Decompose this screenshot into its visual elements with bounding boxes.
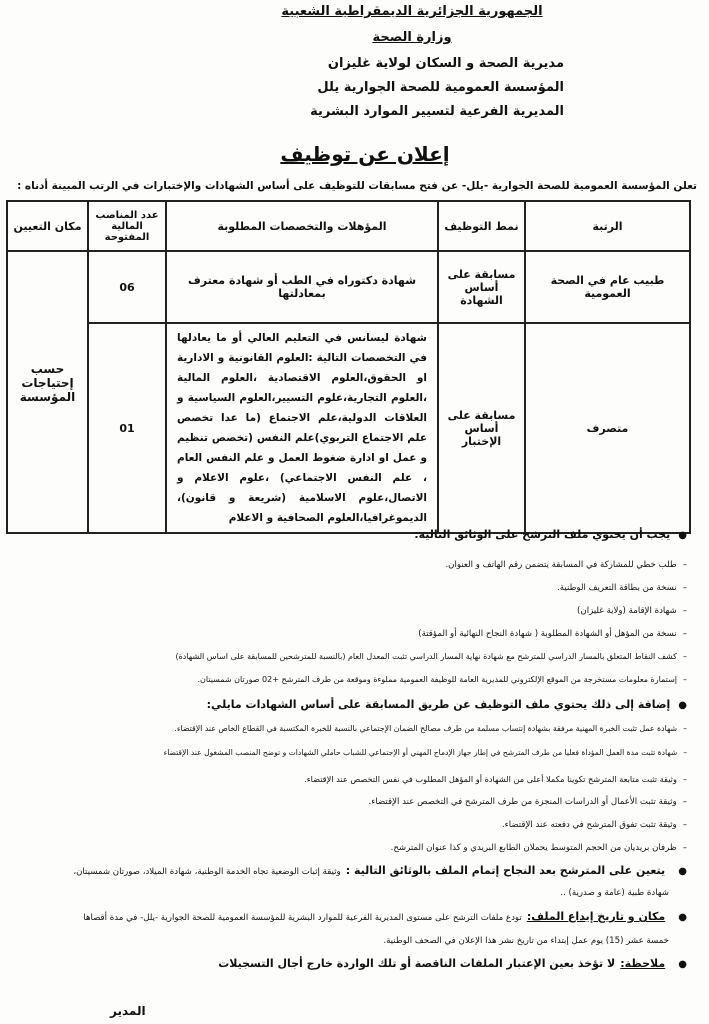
section2-item: – وثيقة تثبت متابعة المترشح تكوينا مكملا أعلى من الشهادة أو المؤهل المطلوب في نفس التخصص عند الإقتضاء.: [17, 772, 687, 786]
section4-text2: خمسة عشر (15) يوم عمل إبتداء من تاريخ نشر هذا الإعلان في الصحف الوطنية.: [383, 936, 669, 946]
section1-item: – نسخة من بطاقة التعريف الوطنية.: [17, 581, 687, 595]
section1-item: – كشف النقاط المتعلق بالمسار الدراسي للمترشح مع شهادة نهاية المسار الدراسي تثبت المعدل العام (بالنسبة للمترشحين للمسابقة على اساس الشهادة): [17, 650, 687, 664]
section4: [17, 908, 687, 925]
section5-label: ملاحظة:: [620, 957, 666, 970]
cell-location: حسب إحتياجات المؤسسة: [7, 251, 88, 533]
section5-text: لا تؤخذ بعين الإعتبار الملفات الناقصة أو تلك الواردة خارج أجال التسجيلات: [218, 957, 616, 970]
org-line-institution: المؤسسة العمومية للصحة الجوارية يلل: [317, 80, 564, 95]
section1-item: – شهادة الإقامة (ولاية غليزان): [17, 604, 687, 618]
header-qualifications: المؤهلات والتخصصات المطلوبة: [166, 201, 438, 251]
header-rank: الرتبة: [525, 201, 690, 251]
header-mode: نمط التوظيف: [438, 201, 525, 251]
section1-heading: ● يجب أن يحتوي ملف الترشح على الوثائق التالية:: [17, 528, 687, 543]
section2-item: – شهادة تثبت مدة العمل المؤداة فعليا من طرف المترشح في إطار جهاز الإدماج المهني أو الإجتماعي للشباب حاملي الشهادات و توضح المنصب المشغول عند الإقتضاء: [17, 746, 687, 760]
org-line-hr: المديرية الفرعية لتسيير الموارد البشرية: [310, 104, 564, 119]
cell-mode: مسابقة على أساس الشهادة: [438, 251, 525, 323]
section2-heading: ● إضافة إلى ذلك يحتوي ملف التوظيف عن طريق المسابقة على أساس الشهادات مايلي:: [17, 698, 687, 713]
section3-text2: شهادة طبية (عامة و صدرية) ..: [560, 888, 669, 898]
org-line-directorate: مديرية الصحة و السكان لولاية غليزان: [327, 56, 564, 71]
positions-table: [6, 200, 691, 534]
section1-item: – إستمارة معلومات مستخرجة من الموقع الإلكتروني للمديرية العامة للوظيفة العمومية مملوءة وموقعة من طرف المترشح +02 صورتان شمسيتان.: [17, 673, 687, 687]
cell-qualifications: شهادة ليسانس في التعليم العالي أو ما يعادلها في التخصصات التالية :العلوم القانونية و الادارية او الحقوق،العلوم الاقتصادية ،العلوم المالية ،العلوم التجارية،علوم التسيير،العلوم السياسية و العلاقات الدولية،علم الاجتماع (ما عدا تخصص علم الاجتماع التربوي)علم النفس (تخصص تنظيم و عمل او ادارة ضغوط العمل و علم النفس العام ، علم النفس الاجتماعي) ،علوم الاعلام و الاتصال،علوم الاسلامية (شريعة و قانون)، الديموغرافيا،العلوم الصحافية و الاعلام: [166, 323, 438, 533]
section3: [17, 862, 687, 879]
section4-text: تودع ملفات الترشح على مستوى المديرية الفرعية للموارد البشرية للمؤسسة العمومية للصحة الجوارية -يلل- في مدة أقصاها: [83, 913, 522, 923]
section2-item: – وثيقة تثبت تفوق المترشح في دفعته عند الإقتضاء.: [17, 818, 687, 832]
section2-item: – شهادة عمل تثبت الخبرة المهنية مرفقة بشهادة إنتساب مسلمة من طرف مصالح الضمان الإجتماعي بالنسبة للخبرة المكتسبة في القطاع الخاص عند الإقتضاء.: [17, 722, 687, 736]
table-row: [7, 251, 690, 323]
cell-mode: مسابقة على أساس الإختبار: [438, 323, 525, 533]
header-positions: عدد المناصب المالية المفتوحة: [88, 201, 166, 251]
section1-item: – نسخة من المؤهل أو الشهادة المطلوبة ( شهادة النجاح النهائية أو المؤقتة): [17, 627, 687, 641]
table-header-row: [7, 201, 690, 251]
cell-rank: طبيب عام في الصحة العمومية: [525, 251, 690, 323]
cell-qualifications: شهادة دكتوراه في الطب أو شهادة معترف بمعادلتها: [166, 251, 438, 323]
table-row: [7, 323, 690, 533]
section3-heading: يتعين على المترشح بعد النجاح إتمام الملف بالوثائق التالية :: [345, 864, 666, 877]
section4-label: مكان و تاريخ إيداع الملف:: [526, 910, 666, 923]
announcement-title: إعلان عن توظيف: [280, 142, 450, 166]
section2-item: – وثيقة تثبت الأعمال أو الدراسات المنجزة من طرف المترشح في التخصص عند الإقتضاء.: [17, 795, 687, 809]
republic-header: الجمهورية الجزائرية الديمقراطية الشعبية: [281, 4, 543, 19]
section5: [17, 955, 687, 972]
section3-text: وثيقة إثبات الوضعية تجاه الخدمة الوطنية، شهادة الميلاد، صورتان شمسيتان،: [73, 867, 341, 877]
ministry-header: وزارة الصحة: [372, 30, 452, 45]
section1-item: – طلب خطي للمشاركة في المسابقة يتضمن رقم الهاتف و العنوان.: [17, 558, 687, 572]
cell-rank: متصرف: [525, 323, 690, 533]
header-location: مكان التعيين: [7, 201, 88, 251]
cell-positions: 01: [88, 323, 166, 533]
signature-title: المدير: [110, 1004, 146, 1018]
cell-positions: 06: [88, 251, 166, 323]
section2-item: – ظرفان بريديان من الحجم المتوسط يحملان الطابع البريدي و كذا عنوان المترشح.: [17, 841, 687, 855]
intro-text: تعلن المؤسسة العمومية للصحة الجوارية -يلل- عن فتح مسابقات للتوظيف على أساس الشهادات والإختبارات في الرتب المبينة أدناه :: [17, 180, 697, 192]
